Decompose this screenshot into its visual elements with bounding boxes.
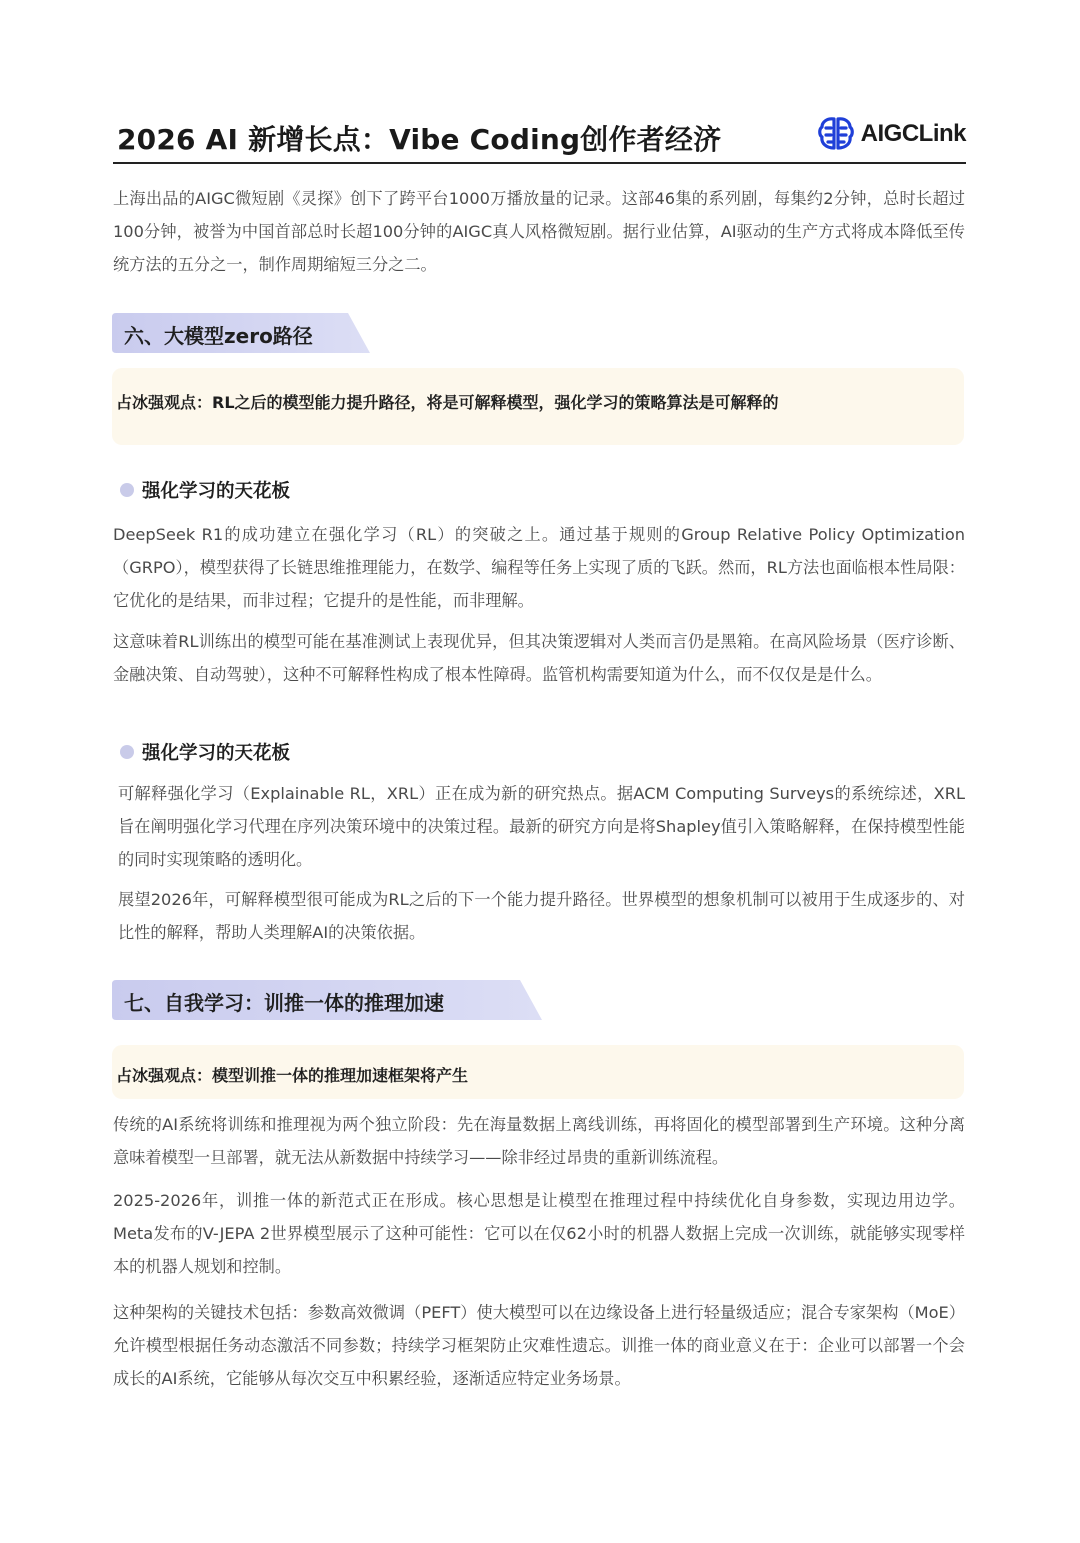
- section-6-callout-text: 占冰强观点：RL之后的模型能力提升路径，将是可解释模型，强化学习的策略算法是可解释的: [116, 393, 779, 412]
- section-7-paragraph-3: 这种架构的关键技术包括：参数高效微调（PEFT）使大模型可以在边缘设备上进行轻量级适应；混合专家架构（MoE）允许模型根据任务动态激活不同参数；持续学习框架防止灾难性遗忘。训推一体的商业意义在于：企业可以部署一个会成长的AI系统，它能够从每次交互中积累经验，逐渐适应特定业务场景。: [113, 1303, 965, 1388]
- document-title: 2026 AI 新增长点：Vibe Coding创作者经济: [117, 123, 722, 156]
- section-7-title: 七、自我学习：训推一体的推理加速: [124, 991, 444, 1015]
- section-6-callout: [112, 368, 964, 445]
- section-6-paragraph-1: DeepSeek R1的成功建立在强化学习（RL）的突破之上。通过基于规则的Group Relative Policy Optimization（GRPO），模型获得了长链思维推理能力，在数学、编程等任务上实现了质的飞跃。然而，RL方法也面临根本性局限：它优化的是结果，而非过程；它提升的是性能，而非理解。: [113, 525, 965, 610]
- intro-paragraph: 上海出品的AIGC微短剧《灵探》创下了跨平台1000万播放量的记录。这部46集的系列剧，每集约2分钟，总时长超过100分钟，被誉为中国首部总时长超100分钟的AIGC真人风格微短剧。据行业估算，AI驱动的生产方式将成本降低至传统方法的五分之一，制作周期缩短三分之二。: [113, 189, 965, 274]
- section-7-paragraph-1: 传统的AI系统将训练和推理视为两个独立阶段：先在海量数据上离线训练，再将固化的模型部署到生产环境。这种分离意味着模型一旦部署，就无法从新数据中持续学习——除非经过昂贵的重新训练流程。: [113, 1115, 965, 1167]
- bullet-dot-icon: [120, 745, 134, 759]
- subhead-text: 强化学习的天花板: [142, 481, 291, 502]
- section-7-paragraph-2: 2025-2026年，训推一体的新范式正在形成。核心思想是让模型在推理过程中持续优化自身参数，实现边用边学。Meta发布的V-JEPA 2世界模型展示了这种可能性：它可以在仅62小时的机器人数据上完成一次训练，就能够实现零样本的机器人规划和控制。: [113, 1191, 965, 1276]
- section-7-callout: [112, 1045, 964, 1099]
- section-7-callout-text: 占冰强观点：模型训推一体的推理加速框架将产生: [116, 1066, 469, 1085]
- section-7-banner: [112, 980, 544, 1020]
- brain-icon: [817, 116, 855, 152]
- section-6-paragraph-4: 展望2026年，可解释模型很可能成为RL之后的下一个能力提升路径。世界模型的想象机制可以被用于生成逐步的、对比性的解释，帮助人类理解AI的决策依据。: [118, 890, 965, 942]
- section-6-banner: [112, 313, 372, 353]
- section-6-title: 六、大模型zero路径: [124, 324, 313, 348]
- section-6-paragraph-3: 可解释强化学习（Explainable RL，XRL）正在成为新的研究热点。据ACM Computing Surveys的系统综述，XRL旨在阐明强化学习代理在序列决策环境中的决策过程。最新的研究方向是将Shapley值引入策略解释，在保持模型性能的同时实现策略的透明化。: [118, 784, 965, 869]
- brand-logo: [817, 116, 966, 152]
- subhead-rl-ceiling-1: [120, 477, 290, 503]
- subhead-text: 强化学习的天花板: [142, 743, 291, 764]
- bullet-dot-icon: [120, 483, 134, 497]
- logo-text: AIGCLink: [860, 120, 966, 147]
- subhead-rl-ceiling-2: [120, 739, 290, 765]
- page-header: [113, 112, 966, 164]
- section-6-paragraph-2: 这意味着RL训练出的模型可能在基准测试上表现优异，但其决策逻辑对人类而言仍是黑箱。在高风险场景（医疗诊断、金融决策、自动驾驶），这种不可解释性构成了根本性障碍。监管机构需要知道为什么，而不仅仅是是什么。: [113, 632, 965, 684]
